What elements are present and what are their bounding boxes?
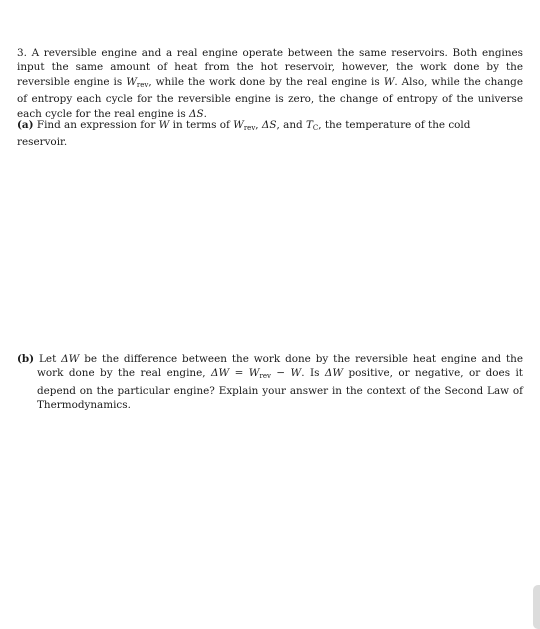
- part-b-label: (b): [17, 353, 35, 365]
- delta-w-symbol: ΔW: [211, 367, 230, 380]
- problem-number: 3.: [17, 47, 27, 59]
- delta-s-symbol: ΔS: [189, 107, 204, 120]
- delta-w-symbol: ΔW: [61, 353, 80, 365]
- w-symbol: W: [383, 75, 395, 88]
- t-cold-symbol: $T_C$: [305, 119, 319, 132]
- scrollbar-tab[interactable]: [533, 585, 540, 629]
- w-symbol: W: [290, 367, 302, 380]
- w-rev-symbol: $W_{rev}$: [233, 119, 256, 132]
- problem-3-statement: 3. A reversible engine and a real engine operate between the same reservoirs. Both engines input the same amount of heat from the hot reservoir, however, the work done by the reversible engine is $W_{rev}$, while the work done by the real engine is W. Also, while the change of entropy each cycle for the reversible engine is zero, the change of entropy of the universe each cycle for the real engine is ΔS.: [17, 47, 523, 120]
- w-rev-symbol: $W_{rev}$: [126, 75, 149, 89]
- delta-w-symbol: ΔW: [324, 367, 344, 380]
- delta-s-symbol: ΔS: [261, 119, 277, 131]
- w-symbol: W: [158, 119, 170, 131]
- w-rev-symbol: $W_{rev}$: [248, 367, 271, 381]
- part-b-question: (b) Let ΔW be the difference between the work done by the reversible heat engine and the work done by the real engine, $\Delta W = W_{rev} - W$. Is ΔW positive, or negative, or does it depend on the particular engine? Explain your answer in the context of the Second Law of Thermodynamics.: [17, 353, 523, 412]
- part-a-question: (a) Find an expression for W in terms of $W_{rev}$, ΔS, and $T_C$, the temperature of the cold reservoir.: [17, 119, 471, 149]
- part-a-label: (a): [17, 119, 34, 131]
